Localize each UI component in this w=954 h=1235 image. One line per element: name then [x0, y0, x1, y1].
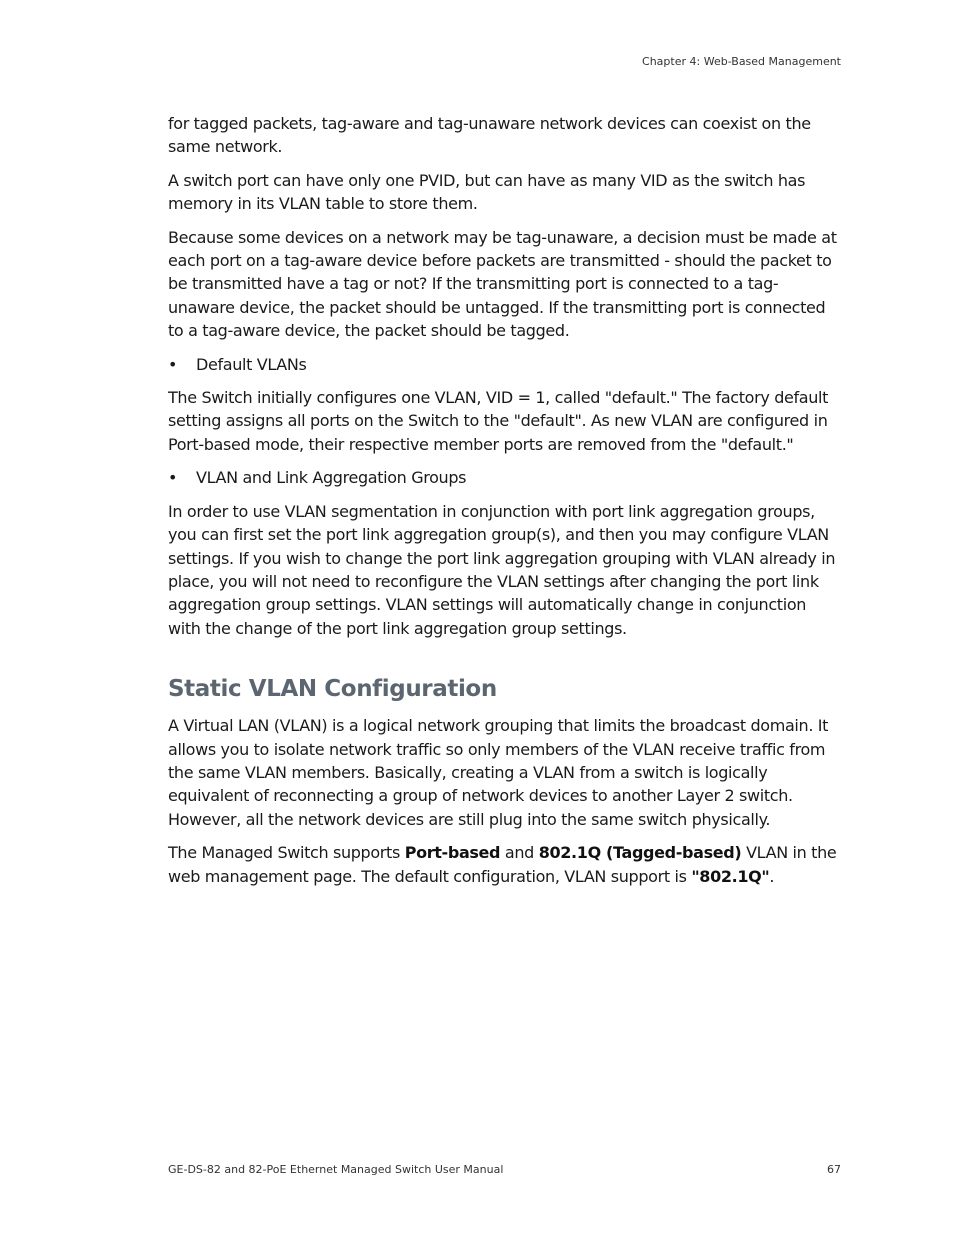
bullet-label: Default VLANs [196, 354, 307, 374]
text-run: and [500, 843, 539, 863]
paragraph-pvid: A switch port can have only one PVID, but can have as many VID as the switch has memory in its VLAN table to store them. [168, 170, 806, 214]
text-run: . [769, 866, 775, 886]
page-content [168, 112, 842, 898]
footer-page-number: 67 [827, 1163, 841, 1176]
footer-manual-title: GE-DS-82 and 82-PoE Ethernet Managed Switch User Manual [168, 1163, 504, 1176]
bullet-dot-icon: • [168, 354, 178, 374]
section-heading: Static VLAN Configuration [168, 676, 497, 703]
running-header: Chapter 4: Web-Based Management [642, 55, 841, 68]
bullet-label: VLAN and Link Aggregation Groups [196, 468, 467, 488]
paragraph-link-aggregation: In order to use VLAN segmentation in conjunction with port link aggregation groups, you can first set the port link aggregation group(s), and then you may configure VLAN settings. If you wish to change the port link aggregation grouping with VLAN already in place, you will not need to reconfigure the VLAN settings after changing the port link aggregation group settings. VLAN settings will automatically change in conjunction with the change of the port link aggregation group settings. [168, 501, 836, 638]
bold-default-8021q: "802.1Q" [691, 866, 770, 886]
paragraph-vlan-support [168, 841, 842, 888]
bold-port-based: Port-based [404, 843, 501, 863]
text-run: The Managed Switch supports [168, 843, 405, 863]
text-run: VLAN in the web management page. The default configuration, VLAN support is [168, 843, 837, 886]
paragraph-default-vlan: The Switch initially configures one VLAN, VID = 1, called "default." The factory default setting assigns all ports on the Switch to the "default". As new VLAN are configured in Port-based mode, their respective member ports are removed from the "default." [168, 388, 829, 454]
paragraph-tag-decision: Because some devices on a network may be tag-unaware, a decision must be made at each port on a tag-aware device before packets are transmitted - should the packet to be transmitted have a tag or not? If the transmitting port is connected to a tag-unaware device, the packet should be untagged. If the transmitting port is connected to a tag-aware device, the packet should be tagged. [168, 227, 837, 341]
paragraph-vlan-definition: A Virtual LAN (VLAN) is a logical network grouping that limits the broadcast domain. It allows you to isolate network traffic so only members of the VLAN receive traffic from the same VLAN members. Basically, creating a VLAN from a switch is logically equivalent of reconnecting a group of network devices to another Layer 2 switch. However, all the network devices are still plug into the same switch physically. [168, 716, 829, 829]
bullet-link-aggregation [168, 466, 842, 489]
bullet-default-vlans [168, 353, 842, 376]
bold-8021q-tagged: 802.1Q (Tagged-based) [538, 843, 742, 863]
bullet-dot-icon: • [168, 468, 178, 488]
paragraph-tagged-coexist: for tagged packets, tag-aware and tag-unaware network devices can coexist on the same network. [168, 114, 811, 157]
